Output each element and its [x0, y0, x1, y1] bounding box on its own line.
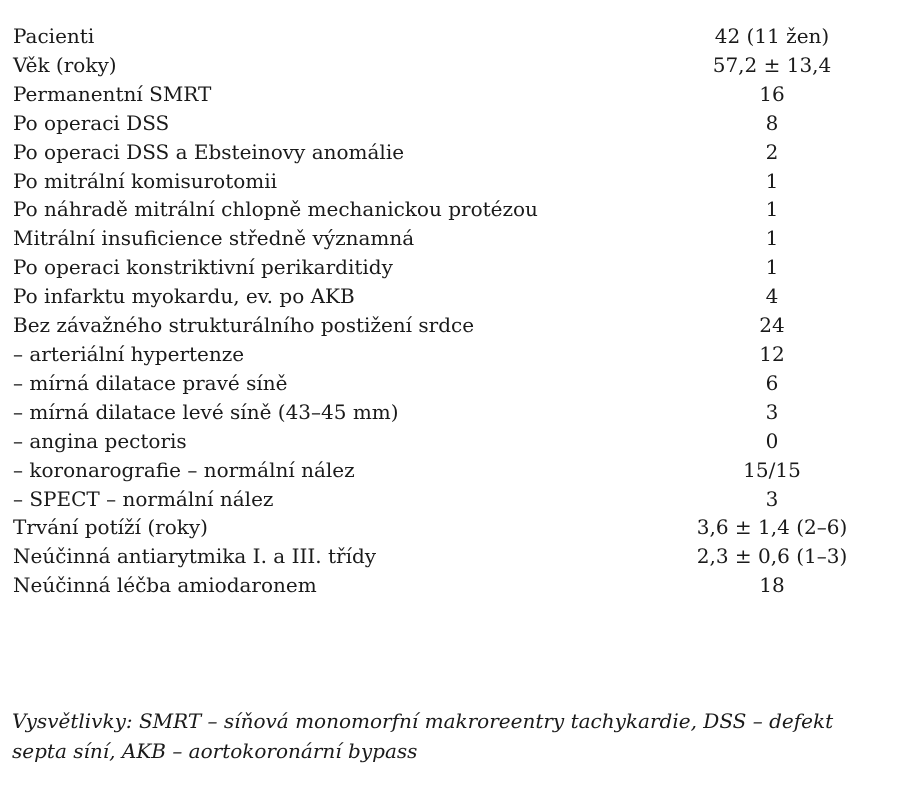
- row-value: 0: [765, 428, 779, 453]
- row-value: 57,2 ± 13,4: [712, 52, 832, 77]
- row-label: Po operaci DSS: [13, 110, 170, 135]
- row-label: Po operaci konstriktivní perikarditidy: [13, 255, 393, 280]
- row-value: 15/15: [743, 457, 801, 482]
- row-label: Po infarktu myokardu, ev. po AKB: [13, 284, 355, 309]
- table-row: [12, 253, 872, 282]
- row-label: Neúčinná léčba amiodaronem: [13, 573, 317, 598]
- row-value: 24: [759, 313, 785, 338]
- row-value: 4: [765, 284, 779, 309]
- table-row: [12, 195, 872, 224]
- table-row: [12, 51, 872, 80]
- row-label: Neúčinná antiarytmika I. a III. třídy: [13, 544, 377, 569]
- row-label: Věk (roky): [13, 52, 117, 77]
- row-label: – arteriální hypertenze: [13, 341, 245, 366]
- row-label: – mírná dilatace levé síně (43–45 mm): [13, 399, 399, 424]
- row-value: 1: [765, 168, 779, 193]
- table-row: [12, 398, 872, 427]
- table-row: [12, 485, 872, 514]
- row-value: 42 (11 žen): [714, 24, 830, 48]
- row-value: 3: [765, 399, 779, 424]
- row-label: Po operaci DSS a Ebsteinovy anomálie: [13, 139, 405, 164]
- row-label: Bez závažného strukturálního postižení srdce: [13, 313, 475, 338]
- row-label: Permanentní SMRT: [13, 81, 212, 106]
- table-body: [12, 22, 872, 600]
- footnote: Vysvětlivky: SMRT – síňová monomorfní makroreentry tachykardie, DSS – defekt septa síní, AKB – aortokoronární bypass: [12, 709, 834, 763]
- table-row: [12, 542, 872, 571]
- table-row: [12, 456, 872, 485]
- table-row: [12, 22, 872, 51]
- row-label: Pacienti: [13, 24, 95, 48]
- row-label: Po náhradě mitrální chlopně mechanickou protézou: [13, 197, 538, 222]
- row-value: 2,3 ± 0,6 (1–3): [696, 544, 848, 569]
- row-value: 6: [765, 370, 779, 395]
- row-label: Po mitrální komisurotomii: [13, 168, 278, 193]
- row-value: 16: [759, 81, 785, 106]
- row-label: – koronarografie – normální nález: [13, 457, 355, 482]
- table-row: [12, 427, 872, 456]
- table-row: [12, 224, 872, 253]
- row-label: Trvání potíží (roky): [13, 515, 208, 540]
- table-row: [12, 282, 872, 311]
- row-value: 18: [759, 573, 785, 598]
- row-value: 2: [765, 139, 779, 164]
- table-row: [12, 138, 872, 167]
- patient-characteristics-table: [12, 22, 872, 600]
- table-row: [12, 311, 872, 340]
- row-value: 1: [765, 226, 779, 251]
- row-value: 12: [759, 341, 785, 366]
- row-value: 1: [765, 197, 779, 222]
- table-row: [12, 80, 872, 109]
- table-row: [12, 109, 872, 138]
- row-label: Mitrální insuficience středně významná: [13, 226, 415, 251]
- table-row: [12, 369, 872, 398]
- row-label: – angina pectoris: [13, 428, 187, 453]
- table-row: [12, 167, 872, 196]
- table-row: [12, 513, 872, 542]
- row-value: 3,6 ± 1,4 (2–6): [696, 515, 848, 540]
- table-row: [12, 571, 872, 600]
- row-label: – mírná dilatace pravé síně: [13, 370, 288, 395]
- row-label: – SPECT – normální nález: [13, 486, 274, 511]
- table-row: [12, 340, 872, 369]
- row-value: 1: [765, 255, 779, 280]
- row-value: 3: [765, 486, 779, 511]
- row-value: 8: [765, 110, 779, 135]
